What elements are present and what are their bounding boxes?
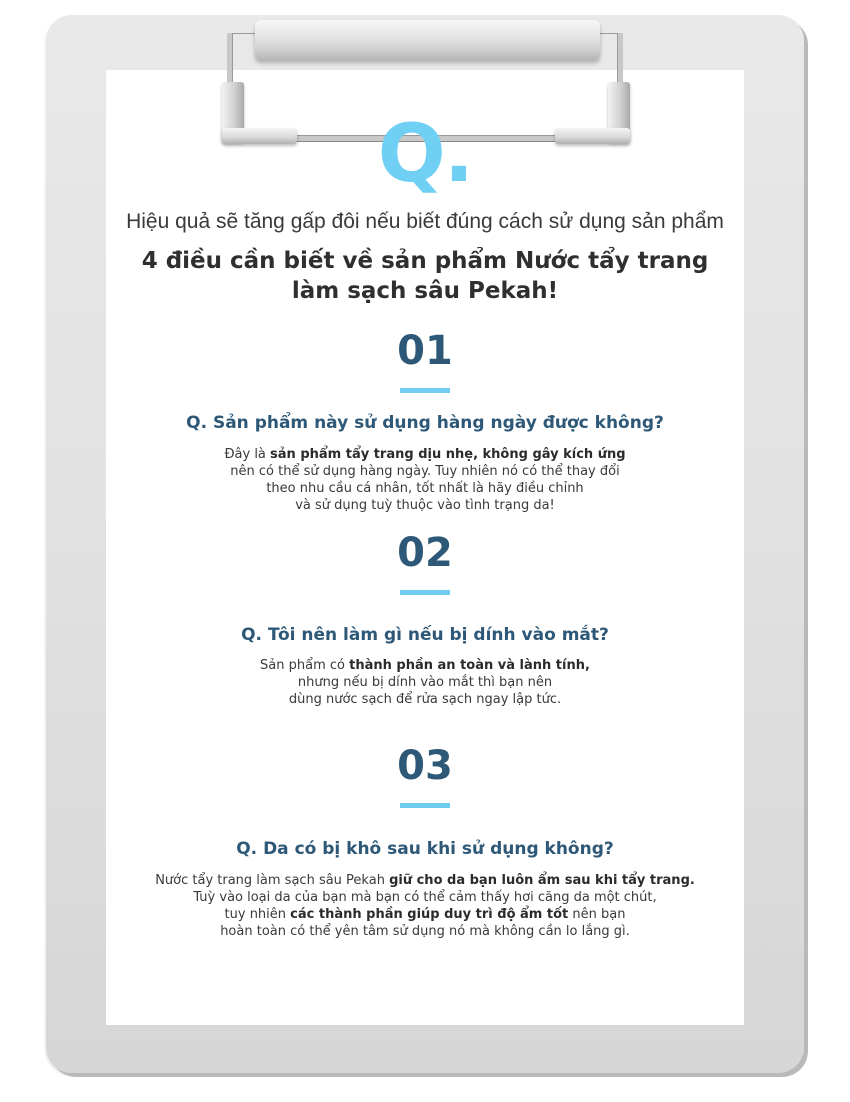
answer-line: Tuỳ vào loại da của bạn mà bạn có thể cảm thấy hơi căng da một chút, bbox=[193, 890, 657, 905]
answer-line: dùng nước sạch để rửa sạch ngay lập tức. bbox=[288, 692, 562, 707]
answer-line: nhưng nếu bị dính vào mắt thì bạn nên bbox=[297, 675, 553, 690]
answer-line: hoàn toàn có thể yên tâm sử dụng nó mà không cần lo lắng gì. bbox=[220, 924, 630, 939]
answer-line bbox=[0, 446, 850, 463]
answer-text: Đây là bbox=[224, 447, 271, 462]
answer-line: nên có thể sử dụng hàng ngày. Tuy nhiên nó có thể thay đổi bbox=[230, 464, 620, 479]
item-underline-01 bbox=[400, 388, 450, 393]
answer-line bbox=[0, 657, 850, 674]
answer-text: tuy nhiên bbox=[224, 907, 291, 922]
page-subtitle: Hiệu quả sẽ tăng gấp đôi nếu biết đúng cách sử dụng sản phẩm bbox=[126, 210, 724, 233]
item-answer-01 bbox=[0, 446, 850, 514]
clip-top-bar bbox=[255, 20, 600, 60]
title-line-1: 4 điều cần biết về sản phẩm Nước tẩy trang bbox=[141, 248, 709, 274]
item-underline-02 bbox=[400, 590, 450, 595]
item-number-03: 03 bbox=[397, 743, 453, 789]
item-answer-03 bbox=[0, 872, 850, 940]
answer-emphasis: thành phần an toàn và lành tính, bbox=[349, 658, 590, 673]
answer-line: và sử dụng tuỳ thuộc vào tình trạng da! bbox=[295, 498, 555, 513]
page-title bbox=[0, 246, 850, 306]
item-question-02: Q. Tôi nên làm gì nếu bị dính vào mắt? bbox=[241, 625, 609, 645]
item-underline-03 bbox=[400, 803, 450, 808]
answer-text: nên bạn bbox=[568, 907, 626, 922]
answer-emphasis: giữ cho da bạn luôn ẩm sau khi tẩy trang. bbox=[389, 873, 695, 888]
item-question-03: Q. Da có bị khô sau khi sử dụng không? bbox=[236, 839, 614, 859]
item-number-02: 02 bbox=[397, 530, 453, 576]
item-answer-02 bbox=[0, 657, 850, 708]
answer-text: Sản phẩm có bbox=[260, 658, 350, 673]
answer-line bbox=[0, 906, 850, 923]
item-number-01: 01 bbox=[397, 328, 453, 374]
answer-text: Nước tẩy trang làm sạch sâu Pekah bbox=[155, 873, 390, 888]
answer-line bbox=[0, 872, 850, 889]
item-question-01: Q. Sản phẩm này sử dụng hàng ngày được không? bbox=[186, 413, 664, 433]
title-line-2: làm sạch sâu Pekah! bbox=[291, 278, 559, 304]
answer-emphasis: các thành phần giúp duy trì độ ẩm tốt bbox=[290, 907, 569, 922]
q-mark-heading: Q. bbox=[377, 107, 473, 200]
answer-line: theo nhu cầu cá nhân, tốt nhất là hãy điều chỉnh bbox=[266, 481, 584, 496]
answer-emphasis: sản phẩm tẩy trang dịu nhẹ, không gây kích ứng bbox=[270, 447, 626, 462]
